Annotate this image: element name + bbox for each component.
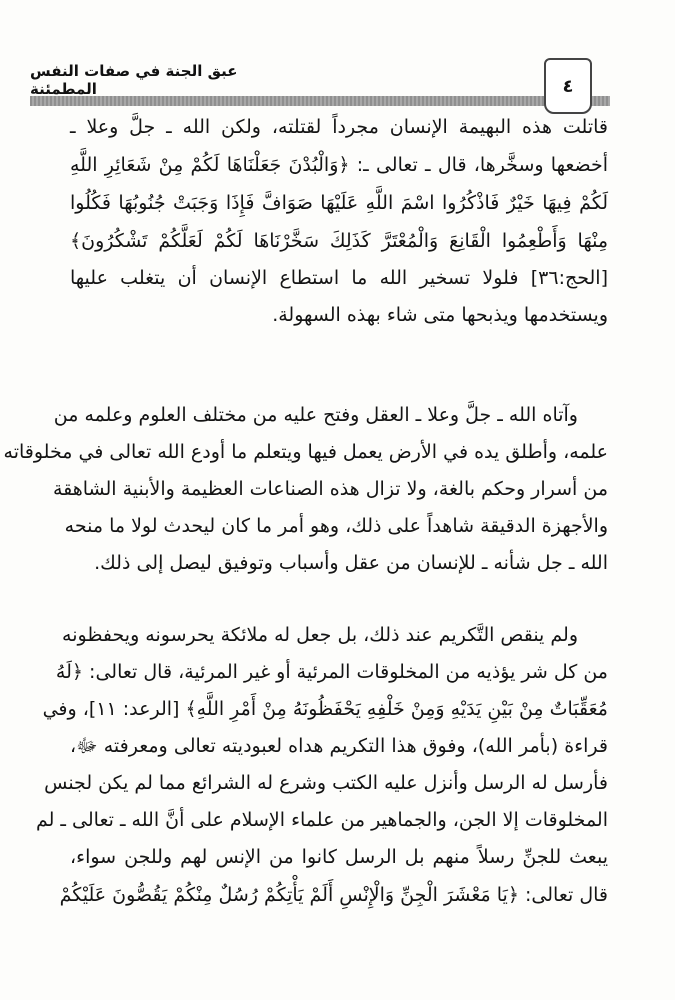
text-line: [الحج:٣٦] فلولا تسخير الله ما استطاع الإنسان أن يتغلب عليها (70, 267, 608, 289)
text-line: ويستخدمها ويذبحها متى شاء بهذه السهولة. (272, 304, 608, 326)
text-line: أخضعها وسخَّرها، قال ـ تعالى ـ: ﴿وَالْبُدْنَ جَعَلْنَاهَا لَكُمْ مِنْ شَعَائِرِ اللَّهِ (70, 154, 608, 176)
text-line: لَكُمْ فِيهَا خَيْرٌ فَاذْكُرُوا اسْمَ اللَّهِ عَلَيْهَا صَوَافَّ فَإِذَا وَجَبَتْ جُنُوبُهَا فَكُلُوا (70, 192, 608, 214)
text-line: يبعث للجنِّ رسلاً منهم بل الرسل كانوا من الإنس لهم وللجن سواء، (70, 846, 608, 868)
text-line: ولم ينقص التَّكريم عند ذلك، بل جعل له ملائكة يحرسونه ويحفظونه (62, 624, 578, 646)
book-title: عبق الجنة في صفات النفس المطمئنة (30, 62, 238, 98)
text-line: الله ـ جل شأنه ـ للإنسان من عقل وأسباب وتوفيق ليصل إلى ذلك. (94, 552, 608, 574)
text-line: والأجهزة الدقيقة شاهداً على ذلك، وهو أمر ما كان ليحدث لولا ما منحه (64, 515, 608, 537)
text-line: المخلوقات إلا الجن، والجماهير من علماء الإسلام على أنَّ الله ـ تعالى ـ لم (35, 809, 608, 831)
text-line: فأرسل له الرسل وأنزل عليه الكتب وشرع له الشرائع مما لم يكن لجنس (44, 772, 608, 794)
text-line: مُعَقِّبَاتٌ مِنْ بَيْنِ يَدَيْهِ وَمِنْ خَلْفِهِ يَحْفَظُونَهُ مِنْ أَمْرِ اللَّهِ﴾ [الرعد: ١١]، وفي (42, 698, 608, 720)
text-line: قال تعالى: ﴿يَا مَعْشَرَ الْجِنِّ وَالْإِنْسِ أَلَمْ يَأْتِكُمْ رُسُلٌ مِنْكُمْ يَقُصُّونَ عَلَيْكُمْ (59, 884, 608, 906)
text-line: من أسرار وحكم بالغة، ولا تزال هذه الصناعات العظيمة والأبنية الشاهقة (52, 478, 608, 500)
text-line: مِنْهَا وَأَطْعِمُوا الْقَانِعَ وَالْمُعْتَرَّ كَذَلِكَ سَخَّرْنَاهَا لَكُمْ لَعَلَّكُمْ تَشْكُرُونَ﴾ (70, 230, 608, 252)
text-line: قراءة (بأمر الله)، وفوق هذا التكريم هداه لعبوديته تعالى ومعرفته ﷻ، (70, 735, 608, 757)
text-line: قاتلت هذه البهيمة الإنسان مجرداً لقتلته، ولكن الله ـ جلَّ وعلا ـ (70, 116, 608, 138)
text-line: وآتاه الله ـ جلَّ وعلا ـ العقل وفتح عليه من مختلف العلوم وعلمه من (53, 404, 578, 426)
page-number: ٤ (544, 58, 592, 114)
text-line: علمه، وأطلق يده في الأرض يعمل فيها ويتعلم ما أودع الله تعالى في مخلوقاته (3, 441, 608, 463)
text-line: من كل شر يؤذيه من المخلوقات المرئية أو غير المرئية، قال تعالى: ﴿لَهُ (55, 661, 608, 683)
